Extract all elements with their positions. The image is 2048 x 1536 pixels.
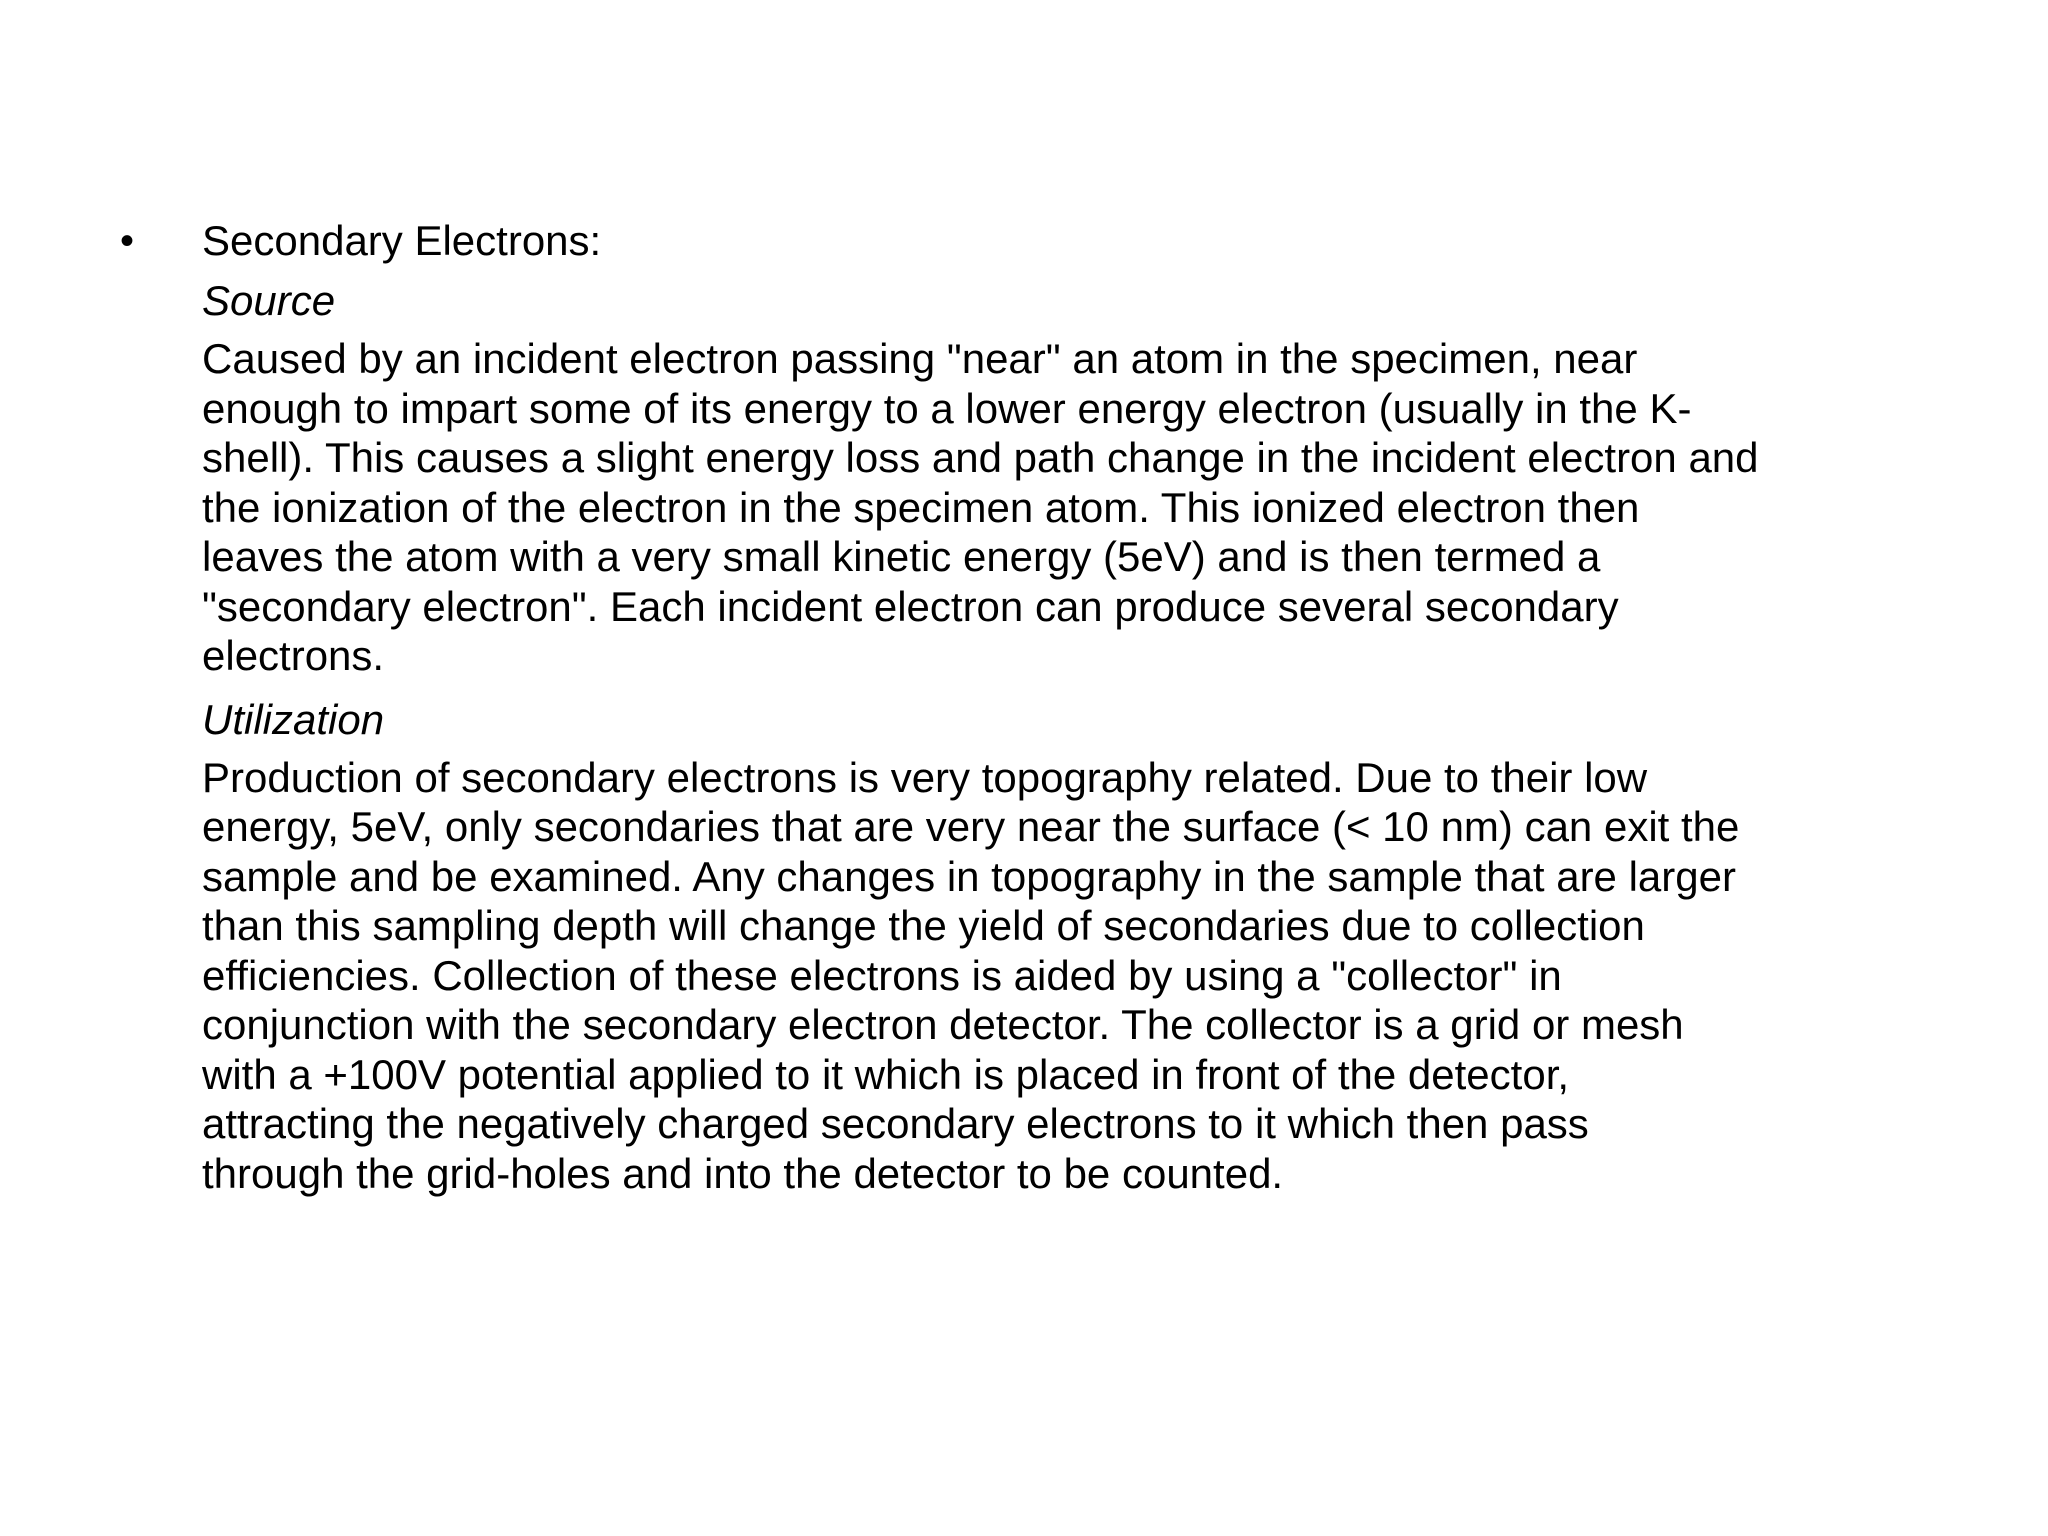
text-line: efficiencies. Collection of these electrons is aided by using a "collector" in <box>202 951 1562 999</box>
text-line: shell). This causes a slight energy loss and path change in the incident electron and <box>202 434 1759 481</box>
text-line: electrons. <box>202 632 385 679</box>
text-line: Caused by an incident electron passing "near" an atom in the specimen, near <box>202 335 1638 382</box>
bullet-dot: • <box>120 219 135 263</box>
paragraph-source <box>202 334 2000 681</box>
subhead-utilization: Utilization <box>202 695 385 743</box>
bullet-content <box>202 212 2000 1208</box>
text-line: conjunction with the secondary electron detector. The collector is a grid or mesh <box>202 1001 1684 1048</box>
slide-heading: Secondary Electrons: <box>202 217 602 264</box>
subhead-source: Source <box>202 277 336 324</box>
text-line: sample and be examined. Any changes in topography in the sample that are larger <box>202 852 1736 900</box>
text-line: leaves the atom with a very small kinetic energy (5eV) and is then termed a <box>202 533 1601 580</box>
text-line: enough to impart some of its energy to a lower energy electron (usually in the K- <box>202 384 1692 432</box>
text-line: "secondary electron". Each incident electron can produce several secondary <box>202 582 1619 630</box>
text-line: through the grid-holes and into the detector to be counted. <box>202 1149 1284 1197</box>
text-line: Production of secondary electrons is very topography related. Due to their low <box>202 753 1648 801</box>
paragraph-utilization <box>202 753 2000 1199</box>
text-line: with a +100V potential applied to it which is placed in front of the detector, <box>202 1050 1570 1098</box>
text-line: than this sampling depth will change the yield of secondaries due to collection <box>202 902 1645 949</box>
text-line: the ionization of the electron in the specimen atom. This ionized electron then <box>202 483 1640 531</box>
text-line: energy, 5eV, only secondaries that are very near the surface (< 10 nm) can exit the <box>202 803 1740 850</box>
text-line: attracting the negatively charged secondary electrons to it which then pass <box>202 1100 1589 1147</box>
